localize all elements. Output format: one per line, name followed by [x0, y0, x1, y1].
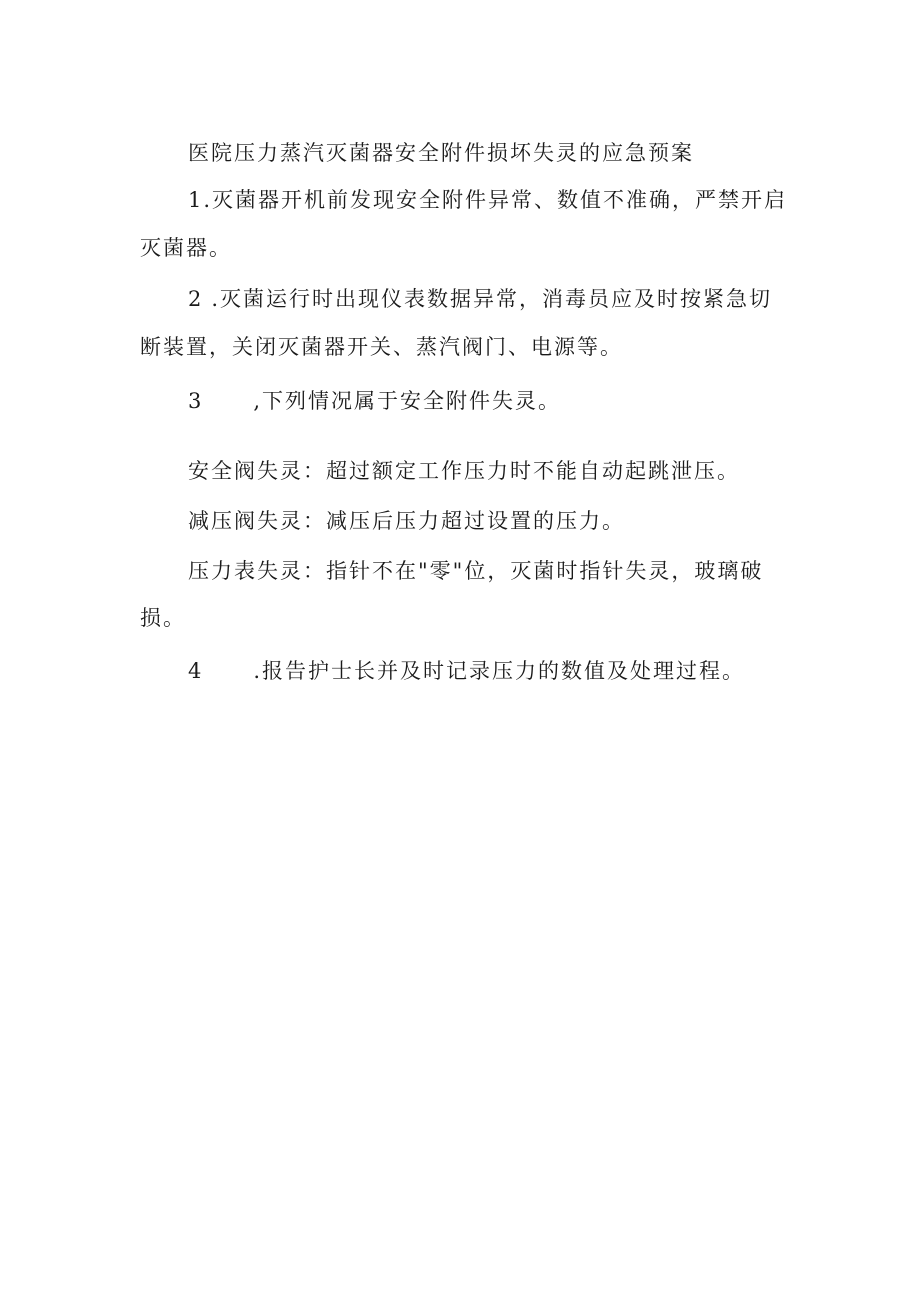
item-2-text: .灭菌运行时出现仪表数据异常，消毒员应及时按紧急切 — [211, 287, 773, 311]
failure-safety-valve: 安全阀失灵：超过额定工作压力时不能自动起跳泄压。 — [188, 459, 740, 483]
item-4-number: 4 — [188, 659, 204, 683]
item-2-line-2: 断装置，关闭灭菌器开关、蒸汽阀门、电源等。 — [140, 335, 623, 359]
item-1-number: 1. — [188, 188, 213, 212]
item-2-line-1 — [188, 285, 772, 313]
item-4-text: .报告护士长并及时记录压力的数值及处理过程。 — [253, 659, 746, 683]
item-1-text: 灭菌器开机前发现安全附件异常、数值不准确，严禁开启 — [212, 188, 788, 212]
item-1-line-1 — [188, 186, 787, 214]
document-title: 医院压力蒸汽灭菌器安全附件损坏失灵的应急预案 — [188, 141, 694, 165]
item-4 — [188, 657, 745, 685]
item-3-number: 3 — [188, 389, 204, 413]
item-3 — [188, 387, 561, 415]
item-2-number: 2 — [188, 287, 204, 311]
item-3-text: ,下列情况属于安全附件失灵。 — [253, 389, 562, 413]
failure-pressure-gauge-line-1: 压力表失灵：指针不在"零"位，灭菌时指针失灵，玻璃破 — [188, 559, 764, 583]
item-1-line-2: 灭菌器。 — [140, 236, 232, 260]
failure-pressure-reducing-valve: 减压阀失灵：减压后压力超过设置的压力。 — [188, 509, 625, 533]
failure-pressure-gauge-line-2: 损。 — [140, 606, 186, 630]
